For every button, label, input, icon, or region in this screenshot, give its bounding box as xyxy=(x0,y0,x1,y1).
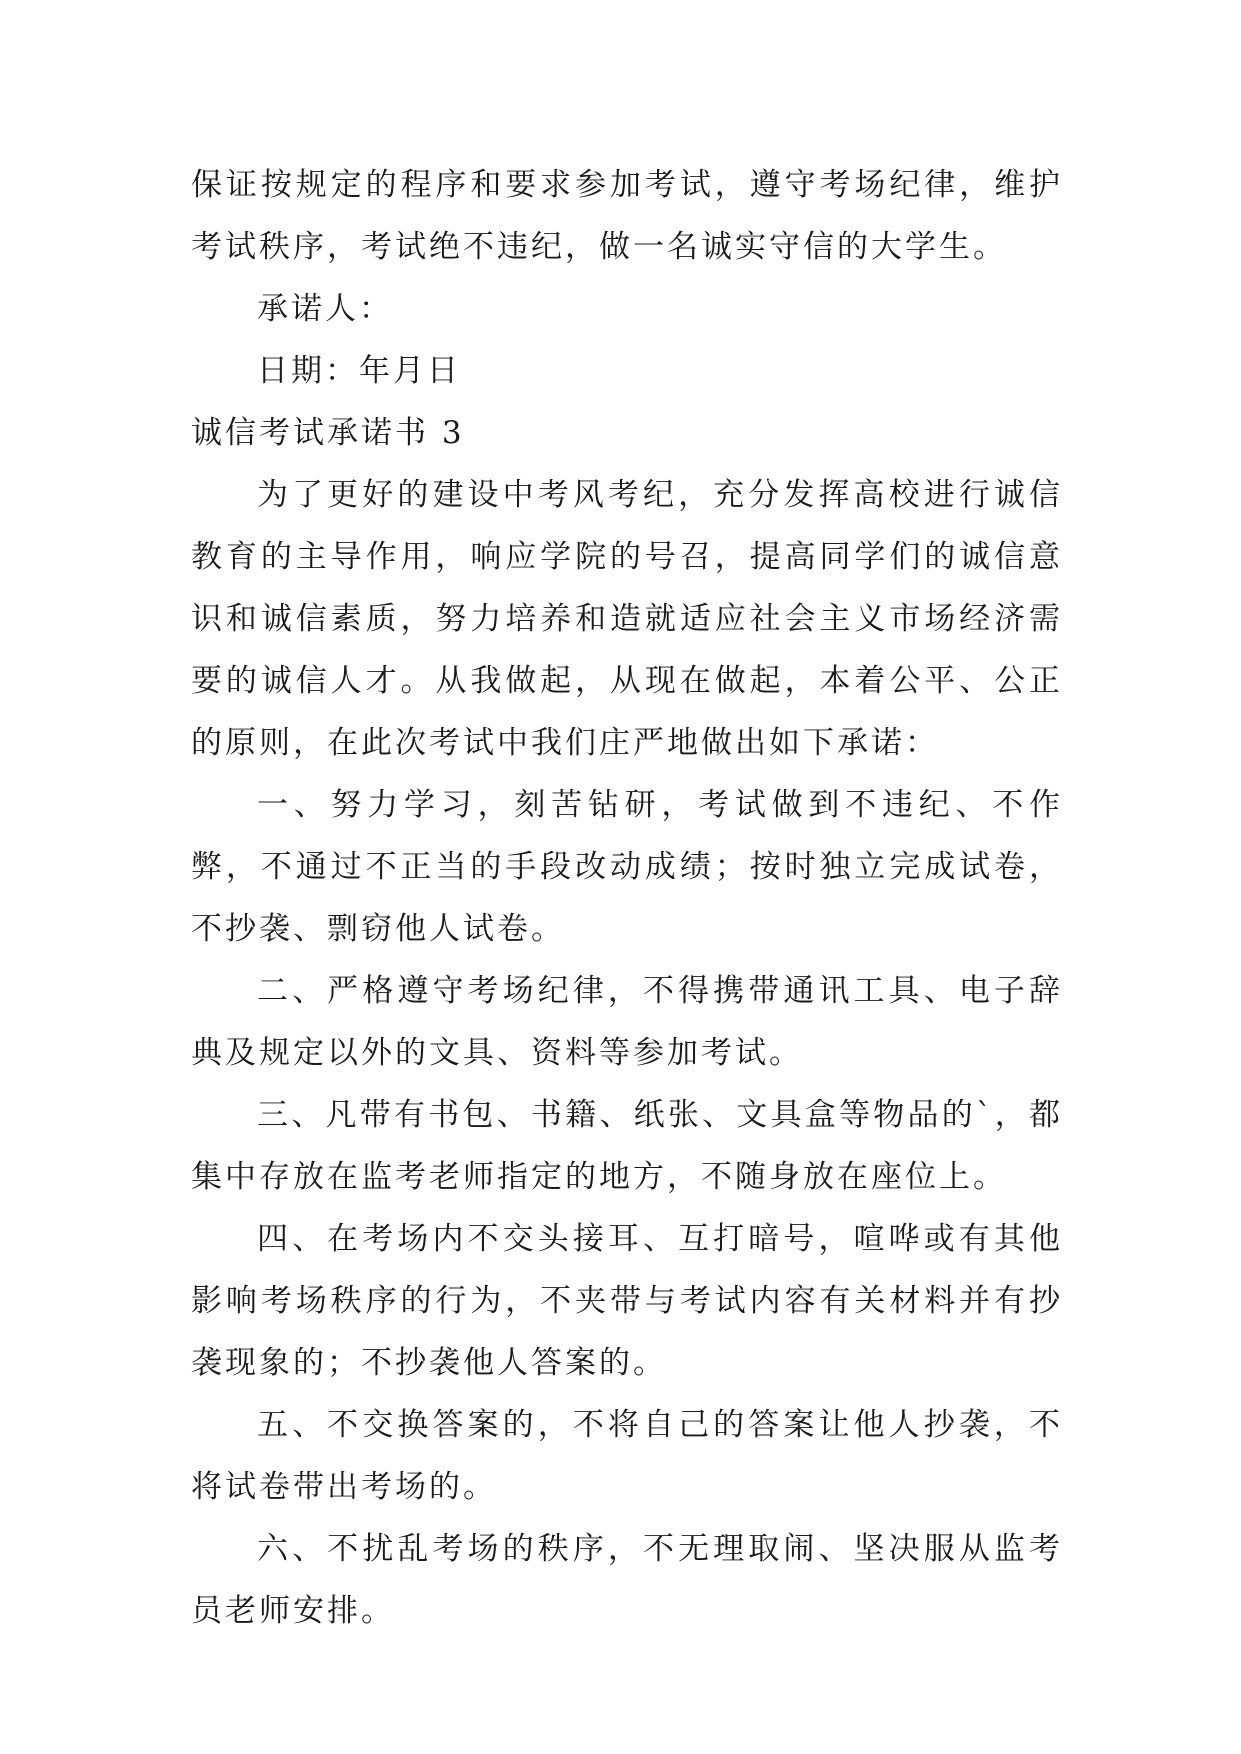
signer-line: 承诺人： xyxy=(257,291,393,327)
pledge-item-5: 五、不交换答案的，不将自己的答案让他人抄袭，不将试卷带出考场的。 xyxy=(191,1407,1063,1505)
pledge-item-1: 一、努力学习，刻苦钻研，考试做到不违纪、不作弊，不通过不正当的手段改动成绩；按时独立完成试卷，不抄袭、剽窃他人试卷。 xyxy=(191,787,1063,947)
section-title: 诚信考试承诺书 3 xyxy=(191,415,465,451)
date-line: 日期：年月日 xyxy=(257,353,461,389)
pledge-item-6: 六、不扰乱考场的秩序，不无理取闹、坚决服从监考员老师安排。 xyxy=(191,1531,1063,1629)
pledge-item-2: 二、严格遵守考场纪律，不得携带通讯工具、电子辞典及规定以外的文具、资料等参加考试。 xyxy=(191,973,1063,1071)
paragraph-continuation: 保证按规定的程序和要求参加考试，遵守考场纪律，维护考试秩序，考试绝不违纪，做一名诚实守信的大学生。 xyxy=(191,167,1063,265)
intro-paragraph: 为了更好的建设中考风考纪，充分发挥高校进行诚信教育的主导作用，响应学院的号召，提高同学们的诚信意识和诚信素质，努力培养和造就适应社会主义市场经济需要的诚信人才。从我做起，从现在做起，本着公平、公正的原则，在此次考试中我们庄严地做出如下承诺： xyxy=(191,477,1063,761)
pledge-item-4: 四、在考场内不交头接耳、互打暗号，喧哗或有其他影响考场秩序的行为，不夹带与考试内容有关材料并有抄袭现象的；不抄袭他人答案的。 xyxy=(191,1221,1063,1381)
document-body xyxy=(191,154,1063,1642)
pledge-item-3: 三、凡带有书包、书籍、纸张、文具盒等物品的`，都集中存放在监考老师指定的地方，不随身放在座位上。 xyxy=(191,1097,1063,1195)
